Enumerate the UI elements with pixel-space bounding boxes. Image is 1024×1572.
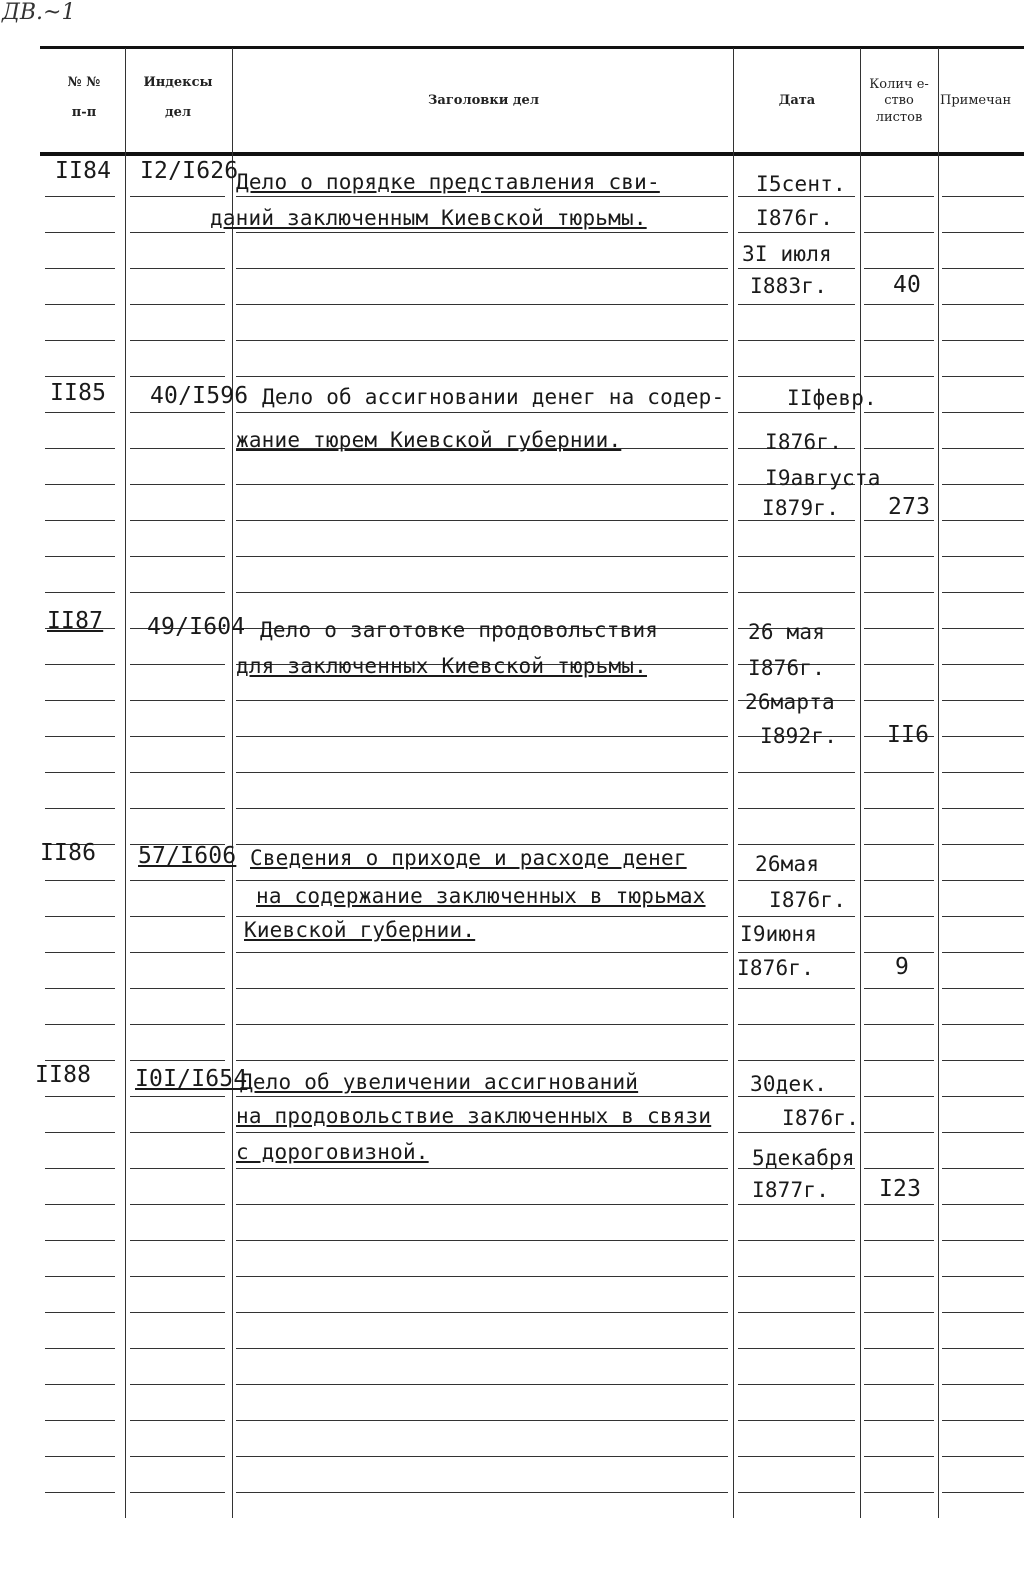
header-bottom-rule <box>40 152 1024 156</box>
ledger-rule-line <box>45 1024 115 1025</box>
ledger-rule-line <box>942 772 1024 773</box>
ledger-rule-line <box>130 340 225 341</box>
entry-date-end-day: 5декабря <box>752 1146 855 1170</box>
ledger-rule-line <box>942 412 1024 413</box>
ledger-rule-line <box>942 736 1024 737</box>
col-divider-2 <box>232 48 233 1518</box>
ledger-rule-line <box>45 916 115 917</box>
ledger-rule-line <box>130 412 225 413</box>
ledger-rule-line <box>942 1240 1024 1241</box>
header-number: № № п-п <box>67 75 101 121</box>
ledger-rule-line <box>45 1348 115 1349</box>
ledger-rule-line <box>130 448 225 449</box>
ledger-rule-line <box>236 340 728 341</box>
entry-title-line: на продовольствие заключенных в связи <box>236 1104 712 1128</box>
ledger-rule-line <box>864 448 934 449</box>
ledger-rule-line <box>45 268 115 269</box>
ledger-rule-line <box>130 1276 225 1277</box>
ledger-rule-line <box>130 592 225 593</box>
ledger-rule-line <box>130 1096 225 1097</box>
ledger-rule-line <box>864 1276 934 1277</box>
ledger-rule-line <box>236 592 728 593</box>
ledger-rule-line <box>45 412 115 413</box>
ledger-rule-line <box>738 916 855 917</box>
ledger-rule-line <box>45 448 115 449</box>
ledger-rule-line <box>45 736 115 737</box>
ledger-rule-line <box>942 1420 1024 1421</box>
entry-date-start-day: IIфевр. <box>787 386 877 410</box>
header-title: Заголовки дел <box>428 93 539 108</box>
ledger-rule-line <box>130 268 225 269</box>
header-index: Индексы дел <box>143 75 213 121</box>
ledger-rule-line <box>45 1456 115 1457</box>
ledger-rule-line <box>45 1420 115 1421</box>
ledger-rule-line <box>864 196 934 197</box>
ledger-rule-line <box>738 376 855 377</box>
ledger-rule-line <box>864 1060 934 1061</box>
entry-date-end-day: I9июня <box>740 922 818 946</box>
entry-number: II88 <box>35 1062 92 1088</box>
ledger-rule-line <box>738 196 855 197</box>
ledger-rule-line <box>942 1312 1024 1313</box>
entry-index: I2/I626 <box>140 158 239 184</box>
ledger-rule-line <box>942 1168 1024 1169</box>
entry-index: I0I/I654 <box>135 1066 248 1092</box>
ledger-rule-line <box>236 880 728 881</box>
ledger-rule-line <box>864 1096 934 1097</box>
ledger-rule-line <box>738 1420 855 1421</box>
ledger-rule-line <box>130 880 225 881</box>
ledger-rule-line <box>236 268 728 269</box>
ledger-rule-line <box>942 556 1024 557</box>
ledger-rule-line <box>738 1096 855 1097</box>
ledger-rule-line <box>45 1492 115 1493</box>
ledger-rule-line <box>236 1348 728 1349</box>
ledger-rule-line <box>236 1240 728 1241</box>
ledger-rule-line <box>942 1204 1024 1205</box>
ledger-rule-line <box>45 196 115 197</box>
entry-sheet-count: 40 <box>893 272 922 298</box>
ledger-rule-line <box>236 484 728 485</box>
ledger-rule-line <box>130 1240 225 1241</box>
ledger-rule-line <box>130 1456 225 1457</box>
ledger-rule-line <box>738 808 855 809</box>
ledger-rule-line <box>45 484 115 485</box>
entry-title-line: Киевской губернии. <box>244 918 476 942</box>
ledger-rule-line <box>130 1204 225 1205</box>
col-divider-4 <box>860 48 861 1518</box>
entry-date-start-year: I876г. <box>748 656 826 680</box>
entry-title-line: Сведения о приходе и расходе денег <box>250 846 687 870</box>
ledger-rule-line <box>236 1456 728 1457</box>
entry-title-line: жание тюрем Киевской губернии. <box>236 428 622 452</box>
ledger-rule-line <box>738 1204 855 1205</box>
ledger-rule-line <box>236 1420 728 1421</box>
ledger-rule-line <box>864 1420 934 1421</box>
ledger-rule-line <box>236 1312 728 1313</box>
ledger-rule-line <box>130 232 225 233</box>
ledger-rule-line <box>864 376 934 377</box>
ledger-rule-line <box>864 1240 934 1241</box>
ledger-rule-line <box>130 1348 225 1349</box>
entry-index: 40/I596 <box>150 383 249 409</box>
header-count: Колич е- ство листов <box>869 77 929 125</box>
ledger-rule-line <box>236 1096 728 1097</box>
ledger-rule-line <box>45 1132 115 1133</box>
ledger-rule-line <box>130 1312 225 1313</box>
entry-date-start-day: I5сент. <box>756 172 846 196</box>
ledger-rule-line <box>236 808 728 809</box>
ledger-rule-line <box>864 520 934 521</box>
ledger-rule-line <box>236 844 728 845</box>
ledger-rule-line <box>236 520 728 521</box>
ledger-rule-line <box>864 1312 934 1313</box>
entry-title-line: Дело об увеличении ассигнований <box>240 1070 639 1094</box>
ledger-rule-line <box>236 1024 728 1025</box>
ledger-rule-line <box>236 916 728 917</box>
ledger-rule-line <box>942 880 1024 881</box>
ledger-rule-line <box>738 412 855 413</box>
entry-date-start-day: 30дек. <box>750 1072 828 1096</box>
ledger-rule-line <box>738 1276 855 1277</box>
ledger-rule-line <box>236 1492 728 1493</box>
ledger-rule-line <box>130 916 225 917</box>
ledger-rule-line <box>236 700 728 701</box>
ledger-rule-line <box>942 628 1024 629</box>
entry-date-end-year: I883г. <box>750 274 828 298</box>
entry-title-line: Дело о порядке представления сви- <box>236 170 660 194</box>
ledger-rule-line <box>738 340 855 341</box>
ledger-rule-line <box>45 1240 115 1241</box>
ledger-rule-line <box>45 556 115 557</box>
entry-title-line: даний заключенным Киевской тюрьмы. <box>210 206 647 230</box>
ledger-rule-line <box>236 1168 728 1169</box>
ledger-rule-line <box>45 952 115 953</box>
ledger-rule-line <box>45 304 115 305</box>
ledger-rule-line <box>942 520 1024 521</box>
ledger-rule-line <box>942 1492 1024 1493</box>
ledger-rule-line <box>45 340 115 341</box>
ledger-rule-line <box>738 988 855 989</box>
ledger-rule-line <box>130 1060 225 1061</box>
col-divider-1 <box>125 48 126 1518</box>
entry-sheet-count: 273 <box>888 494 931 520</box>
ledger-rule-line <box>942 952 1024 953</box>
ledger-rule-line <box>864 1204 934 1205</box>
ledger-rule-line <box>942 1456 1024 1457</box>
ledger-rule-line <box>236 1276 728 1277</box>
entry-date-end-day: 26марта <box>745 690 835 714</box>
ledger-rule-line <box>942 1060 1024 1061</box>
ledger-rule-line <box>738 232 855 233</box>
entry-title-line: Дело об ассигновании денег на содер- <box>262 385 725 409</box>
ledger-rule-line <box>738 1456 855 1457</box>
ledger-rule-line <box>45 520 115 521</box>
ledger-rule-line <box>942 592 1024 593</box>
ledger-rule-line <box>130 772 225 773</box>
ledger-rule-line <box>130 988 225 989</box>
ledger-rule-line <box>942 1024 1024 1025</box>
header-date: Дата <box>778 93 816 108</box>
ledger-rule-line <box>236 952 728 953</box>
ledger-rule-line <box>45 664 115 665</box>
col-divider-3 <box>733 48 734 1518</box>
entry-index: 57/I606 <box>138 843 237 869</box>
ledger-rule-line <box>130 376 225 377</box>
ledger-rule-line <box>738 952 855 953</box>
ledger-rule-line <box>738 1312 855 1313</box>
entry-number: II84 <box>55 158 112 184</box>
ledger-rule-line <box>130 196 225 197</box>
ledger-rule-line <box>236 556 728 557</box>
ledger-rule-line <box>45 1276 115 1277</box>
ledger-rule-line <box>236 304 728 305</box>
ledger-rule-line <box>45 808 115 809</box>
entry-number: II87 <box>47 608 104 634</box>
ledger-rule-line <box>236 1204 728 1205</box>
ledger-rule-line <box>130 952 225 953</box>
ledger-rule-line <box>864 844 934 845</box>
ledger-rule-line <box>130 1132 225 1133</box>
entry-title-line: с дороговизной. <box>236 1140 429 1164</box>
ledger-rule-line <box>738 304 855 305</box>
ledger-rule-line <box>236 988 728 989</box>
ledger-rule-line <box>45 700 115 701</box>
ledger-rule-line <box>45 1384 115 1385</box>
ledger-rule-line <box>130 1168 225 1169</box>
ledger-rule-line <box>45 232 115 233</box>
ledger-rule-line <box>130 664 225 665</box>
entry-date-end-year: I892г. <box>760 724 838 748</box>
ledger-rule-line <box>864 988 934 989</box>
ledger-rule-line <box>130 520 225 521</box>
entry-sheet-count: I23 <box>879 1176 922 1202</box>
col-divider-5 <box>938 48 939 1518</box>
entry-date-end-year: I877г. <box>752 1178 830 1202</box>
ledger-rule-line <box>130 736 225 737</box>
ledger-rule-line <box>942 916 1024 917</box>
ledger-rule-line <box>130 304 225 305</box>
ledger-rule-line <box>864 700 934 701</box>
ledger-rule-line <box>738 880 855 881</box>
ledger-rule-line <box>45 880 115 881</box>
ledger-rule-line <box>45 1096 115 1097</box>
ledger-rule-line <box>864 340 934 341</box>
corner-mark: ДВ.~1 <box>2 0 76 25</box>
ledger-rule-line <box>942 844 1024 845</box>
ledger-rule-line <box>942 484 1024 485</box>
ledger-rule-line <box>738 1348 855 1349</box>
entry-title-line: Дело о заготовке продовольствия <box>260 618 659 642</box>
ledger-rule-line <box>942 1132 1024 1133</box>
ledger-rule-line <box>864 772 934 773</box>
ledger-rule-line <box>864 592 934 593</box>
ledger-rule-line <box>942 808 1024 809</box>
ledger-rule-line <box>45 1312 115 1313</box>
ledger-rule-line <box>738 1384 855 1385</box>
entry-date-start-year: I876г. <box>756 206 834 230</box>
ledger-rule-line <box>864 628 934 629</box>
ledger-rule-line <box>864 1456 934 1457</box>
entry-date-start-year: I876г. <box>765 430 843 454</box>
ledger-rule-line <box>864 808 934 809</box>
ledger-rule-line <box>942 1276 1024 1277</box>
ledger-rule-line <box>738 1060 855 1061</box>
entry-number: II86 <box>40 840 97 866</box>
ledger-rule-line <box>942 304 1024 305</box>
ledger-rule-line <box>130 1024 225 1025</box>
ledger-rule-line <box>942 664 1024 665</box>
entry-date-end-year: I876г. <box>737 956 815 980</box>
ledger-rule-line <box>738 1024 855 1025</box>
ledger-rule-line <box>738 520 855 521</box>
entry-sheet-count: 9 <box>895 954 910 980</box>
ledger-rule-line <box>942 268 1024 269</box>
ledger-rule-line <box>864 880 934 881</box>
ledger-rule-line <box>864 952 934 953</box>
ledger-rule-line <box>942 196 1024 197</box>
ledger-rule-line <box>738 556 855 557</box>
ledger-rule-line <box>942 448 1024 449</box>
entry-date-end-day: 3I июля <box>742 242 832 266</box>
ledger-rule-line <box>236 1384 728 1385</box>
ledger-rule-line <box>45 376 115 377</box>
ledger-rule-line <box>738 1132 855 1133</box>
ledger-rule-line <box>738 772 855 773</box>
ledger-rule-line <box>942 340 1024 341</box>
ledger-rule-line <box>864 916 934 917</box>
top-rule <box>40 46 1024 49</box>
ledger-rule-line <box>738 1240 855 1241</box>
entry-date-start-year: I876г. <box>769 888 847 912</box>
entry-date-start-day: 26мая <box>755 852 820 876</box>
ledger-rule-line <box>236 196 728 197</box>
ledger-rule-line <box>130 1492 225 1493</box>
ledger-rule-line <box>130 1420 225 1421</box>
ledger-rule-line <box>45 772 115 773</box>
ledger-rule-line <box>864 412 934 413</box>
ledger-rule-line <box>864 1168 934 1169</box>
entry-sheet-count: II6 <box>887 722 930 748</box>
ledger-rule-line <box>738 268 855 269</box>
entry-title-line: на содержание заключенных в тюрьмах <box>256 884 706 908</box>
ledger-rule-line <box>45 988 115 989</box>
ledger-rule-line <box>130 484 225 485</box>
ledger-rule-line <box>738 844 855 845</box>
ledger-rule-line <box>942 700 1024 701</box>
ledger-rule-line <box>236 1060 728 1061</box>
ledger-rule-line <box>738 1492 855 1493</box>
ledger-rule-line <box>864 232 934 233</box>
ledger-rule-line <box>236 232 728 233</box>
entry-number: II85 <box>50 380 107 406</box>
ledger-rule-line <box>236 736 728 737</box>
ledger-rule-line <box>130 1384 225 1385</box>
ledger-rule-line <box>864 664 934 665</box>
ledger-rule-line <box>236 1132 728 1133</box>
ledger-rule-line <box>942 376 1024 377</box>
ledger-rule-line <box>738 592 855 593</box>
ledger-rule-line <box>864 1384 934 1385</box>
ledger-rule-line <box>130 808 225 809</box>
ledger-rule-line <box>864 556 934 557</box>
ledger-rule-line <box>45 592 115 593</box>
ledger-rule-line <box>864 1348 934 1349</box>
header-notes: Примечан <box>940 93 1012 108</box>
entry-date-end-year: I879г. <box>762 496 840 520</box>
ledger-rule-line <box>236 772 728 773</box>
entry-date-end-day: I9августа <box>765 466 881 490</box>
ledger-rule-line <box>942 988 1024 989</box>
entry-date-start-day: 26 мая <box>748 620 826 644</box>
ledger-rule-line <box>864 268 934 269</box>
ledger-rule-line <box>45 1060 115 1061</box>
entry-index: 49/I604 <box>147 614 246 640</box>
ledger-rule-line <box>942 1348 1024 1349</box>
ledger-rule-line <box>236 412 728 413</box>
ledger-rule-line <box>864 1024 934 1025</box>
ledger-rule-line <box>130 700 225 701</box>
ledger-rule-line <box>864 1132 934 1133</box>
ledger-rule-line <box>236 376 728 377</box>
ledger-rule-line <box>130 556 225 557</box>
entry-title-line: для заключенных Киевской тюрьмы. <box>236 654 647 678</box>
ledger-rule-line <box>942 1096 1024 1097</box>
ledger-rule-line <box>942 232 1024 233</box>
ledger-rule-line <box>942 1384 1024 1385</box>
ledger-rule-line <box>45 1204 115 1205</box>
ledger-rule-line <box>864 1492 934 1493</box>
entry-date-start-year: I876г. <box>782 1106 860 1130</box>
ledger-rule-line <box>864 304 934 305</box>
ledger-rule-line <box>45 1168 115 1169</box>
